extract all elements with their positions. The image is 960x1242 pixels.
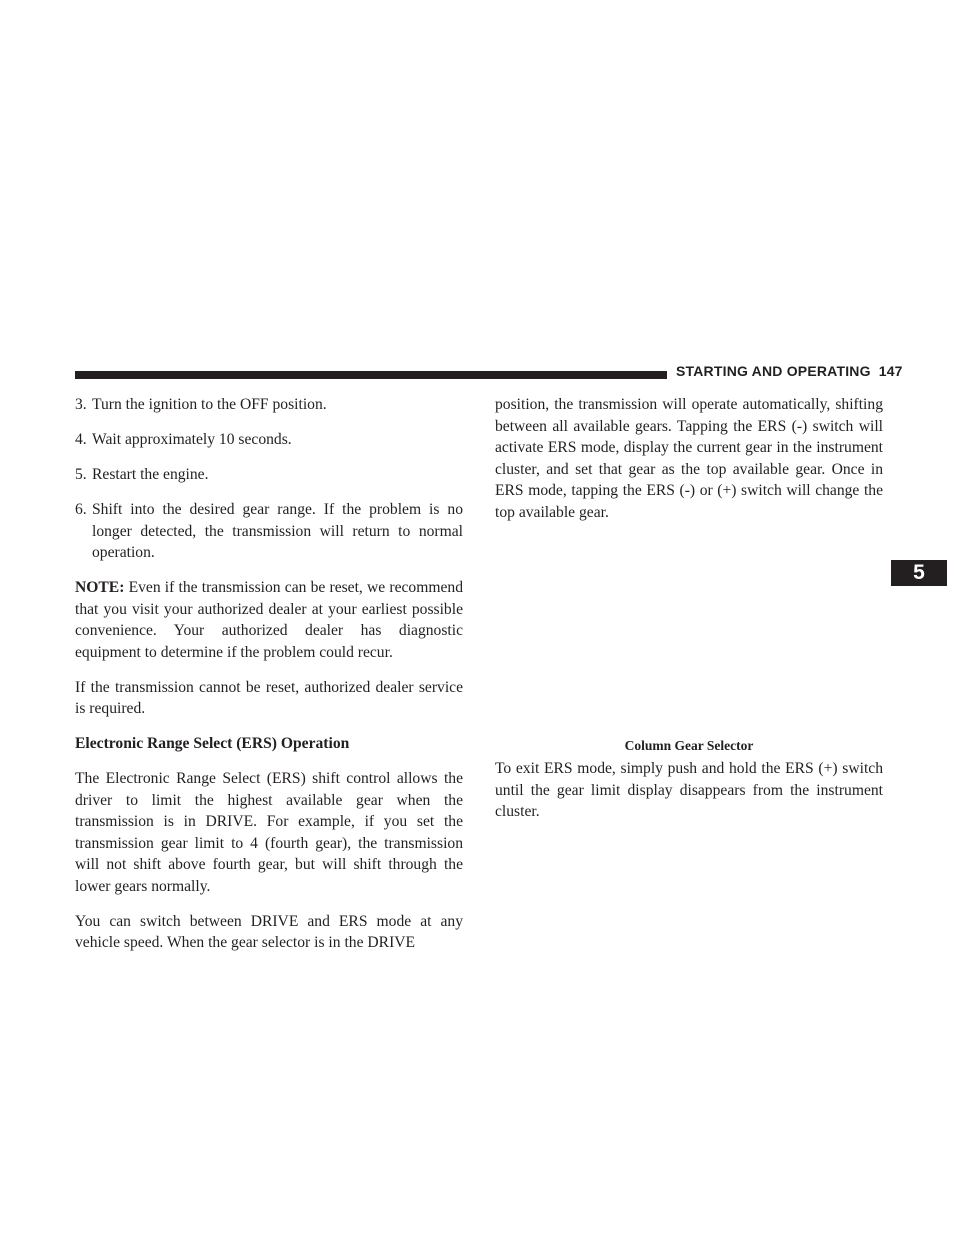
list-item: 6. Shift into the desired gear range. If the problem is no longer detected, the transmission will return to normal operation.: [75, 501, 463, 561]
header-rule: [75, 371, 667, 379]
right-column: [495, 394, 883, 537]
note-paragraph: NOTE: Even if the transmission can be reset, we recommend that you visit your authorized dealer at your earliest possible convenience. Your authorized dealer has diagnostic equipment to determine if the problem could recur.: [75, 579, 463, 661]
running-header: [676, 363, 903, 379]
continuation-paragraph: position, the transmission will operate automatically, shifting between all available gears. Tapping the ERS (-) switch will activate ERS mode, display the current gear in the instrument cluster, and set that gear as the top available gear. Once in ERS mode, tapping the ERS (-) or (+) switch will change the top available gear.: [495, 396, 883, 521]
page-number: 147: [878, 363, 903, 379]
left-column: [75, 394, 463, 967]
exit-ers-paragraph: To exit ERS mode, simply push and hold the ERS (+) switch until the gear limit display disappears from the instrument cluster.: [495, 760, 883, 820]
right-column-lower: [495, 758, 883, 836]
ers-paragraph-1: The Electronic Range Select (ERS) shift control allows the driver to limit the highest available gear when the transmission is in DRIVE. For example, if you set the transmission gear limit to 4 (fourth gear), the transmission will not shift above fourth gear, but will shift through the lower gears normally.: [75, 770, 463, 895]
reset-paragraph: If the transmission cannot be reset, authorized dealer service is required.: [75, 678, 463, 717]
chapter-tab: 5: [891, 560, 947, 586]
figure-caption: Column Gear Selector: [624, 738, 754, 753]
reset-steps-list: [75, 394, 463, 564]
ers-paragraph-2: You can switch between DRIVE and ERS mode at any vehicle speed. When the gear selector is in the DRIVE: [75, 912, 463, 951]
section-heading: Electronic Range Select (ERS) Operation: [75, 735, 350, 752]
list-item: 3. Turn the ignition to the OFF position.: [75, 396, 327, 413]
section-title: STARTING AND OPERATING: [676, 363, 871, 379]
list-item: 4. Wait approximately 10 seconds.: [75, 431, 292, 448]
note-label: NOTE:: [75, 579, 125, 596]
list-item: 5. Restart the engine.: [75, 466, 209, 483]
